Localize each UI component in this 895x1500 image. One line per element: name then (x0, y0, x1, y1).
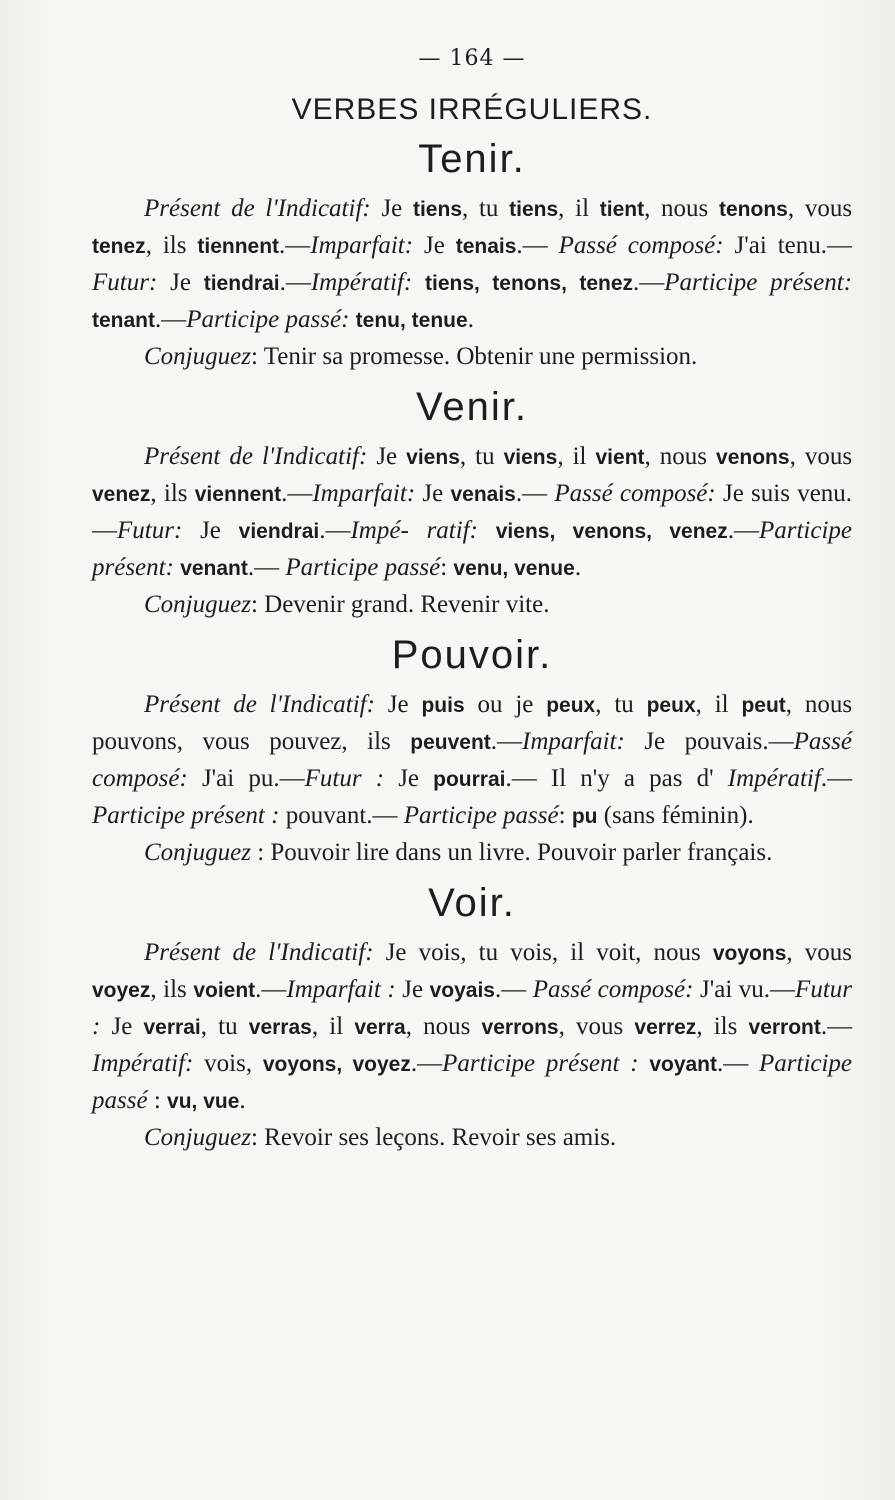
label-present: Présent de l'Indicatif (144, 195, 363, 222)
verb-title-pouvoir: Pouvoir. (391, 633, 553, 677)
section-title: VERBES IRRÉGULIERS. (291, 93, 653, 126)
tenir-conjugation: Présent de l'Indicatif: Je tiens, tu tiens, il tient, nous tenons, vous tenez, ils tiennent.—Imparfait: Je tenais.— Passé composé: J'ai tenu.— Futur: Je tiendrai.—Impératif: tiens, tenons, tenez.—Participe présent: tenant.—Participe passé: tenu, tenue. (92, 195, 853, 333)
tenir-exercise: Conjuguez: Tenir sa promesse. Obtenir une permission. (144, 343, 698, 370)
verb-title-voir: Voir. (428, 881, 516, 925)
page-content (92, 40, 852, 1156)
pouvoir-exercise: Conjuguez : Pouvoir lire dans un livre. Pouvoir parler français. (144, 839, 773, 866)
voir-exercise: Conjuguez: Revoir ses leçons. Revoir ses amis. (144, 1124, 617, 1151)
pouvoir-conjugation: Présent de l'Indicatif: Je puis ou je peux, tu peux, il peut, nous pouvons, vous pouvez, ils peuvent.—Imparfait: Je pouvais.—Passé composé: J'ai pu.—Futur : Je pourrai.— Il n'y a pas d' Impératif.— Participe présent : pouvant.— Participe passé: pu (sans féminin). (92, 691, 853, 829)
verb-title-venir: Venir. (415, 385, 529, 429)
verb-title-tenir: Tenir. (418, 137, 526, 181)
voir-conjugation: Présent de l'Indicatif: Je vois, tu vois, il voit, nous voyons, vous voyez, ils voient.—Imparfait : Je voyais.— Passé composé: J'ai vu.—Futur : Je verrai, tu verras, il verra, nous verrons, vous verrez, ils verront.—Impératif: vois, voyons, voyez.—Participe présent : voyant.— Participe passé : vu, vue. (92, 939, 853, 1114)
venir-conjugation: Présent de l'Indicatif: Je viens, tu viens, il vient, nous venons, vous venez, ils viennent.—Imparfait: Je venais.— Passé composé: Je suis venu.—Futur: Je viendrai.—Impé- ratif: viens, venons, venez.—Participe présent: venant.— Participe passé: venu, venue. (92, 443, 853, 581)
venir-exercise: Conjuguez: Devenir grand. Revenir vite. (144, 591, 550, 618)
page-number: — 164 — (418, 46, 526, 71)
